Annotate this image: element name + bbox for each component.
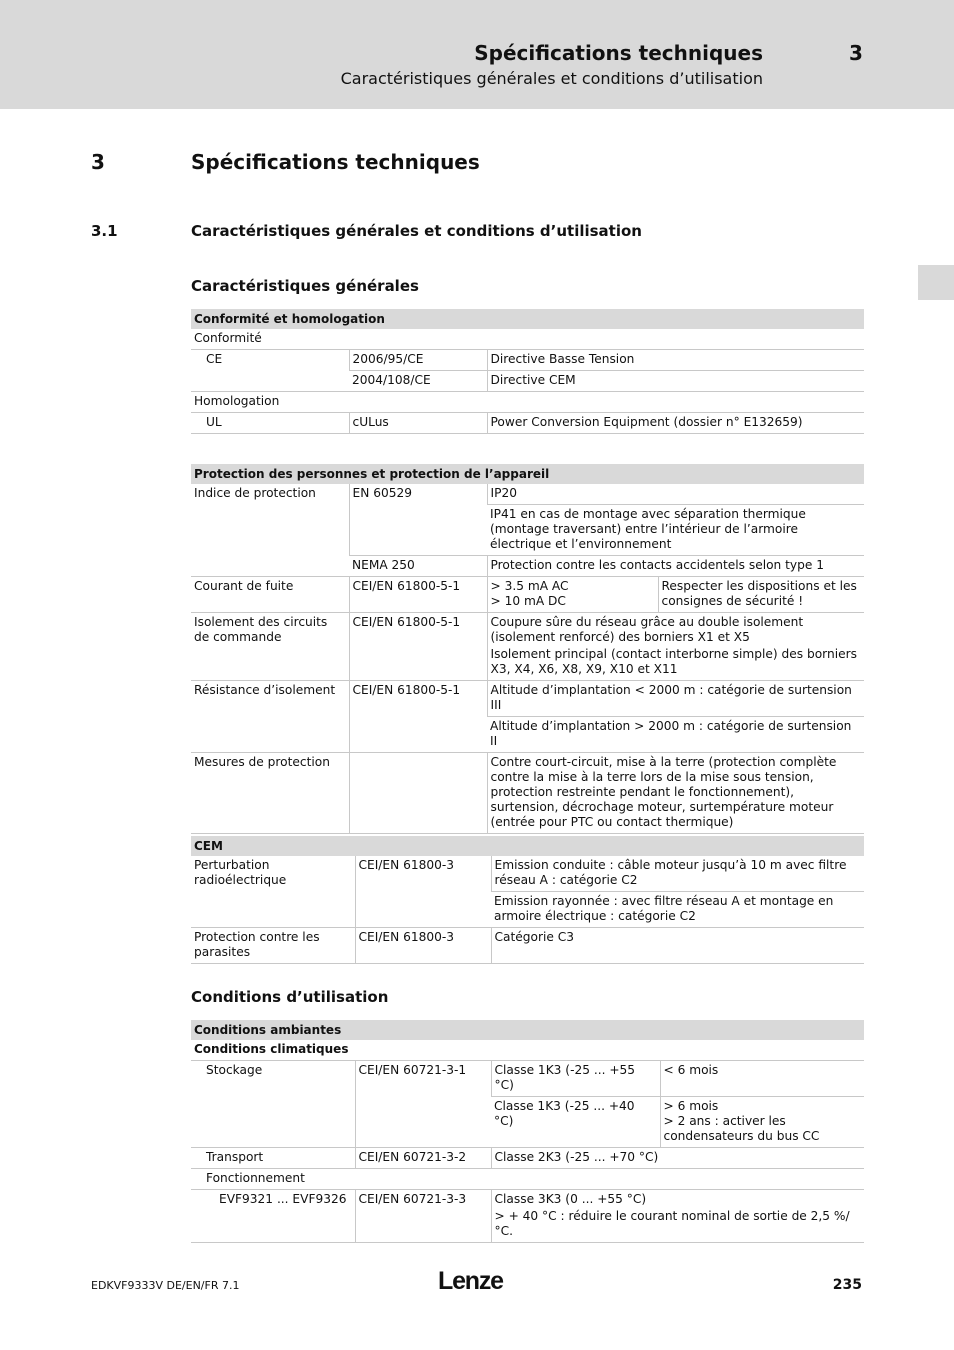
running-header-chapter-number: 3 bbox=[849, 41, 863, 65]
ul-label: UL bbox=[191, 413, 349, 434]
table-row bbox=[191, 681, 864, 717]
page-number: 235 bbox=[832, 1277, 862, 1293]
climatic-label: Conditions climatiques bbox=[191, 1040, 864, 1061]
ambient-conditions-table bbox=[191, 1020, 864, 1243]
table-row bbox=[191, 350, 864, 371]
stock-class-1: Classe 1K3 (-25 ... +55 °C) bbox=[491, 1061, 660, 1097]
leak-value-dc: > 10 mA DC bbox=[490, 594, 566, 608]
conformite-label: Conformité bbox=[191, 329, 864, 350]
section-number: 3 bbox=[91, 150, 105, 174]
homologation-label: Homologation bbox=[191, 392, 864, 413]
table-row bbox=[191, 928, 864, 964]
transport-label: Transport bbox=[191, 1148, 355, 1169]
iso-value-1: Coupure sûre du réseau grâce au double isolement (isolement renforcé) des borniers X1 et X5 bbox=[490, 615, 804, 644]
pert-label: Perturbation radioélectrique bbox=[191, 856, 355, 928]
iso-label: Isolement des circuits de commande bbox=[191, 613, 349, 681]
mes-label: Mesures de protection bbox=[191, 753, 349, 834]
cem-table-header: CEM bbox=[191, 836, 864, 856]
running-header-subtitle: Caractéristiques générales et conditions d’utilisation bbox=[340, 69, 763, 88]
document-reference: EDKVF9333V DE/EN/FR 7.1 bbox=[91, 1279, 240, 1292]
nema-value: Protection contre les contacts accidentels selon type 1 bbox=[487, 556, 864, 577]
evf-derating: > + 40 °C : réduire le courant nominal de sortie de 2,5 %/°C. bbox=[494, 1209, 850, 1238]
lenze-logo bbox=[438, 1268, 518, 1294]
evf-label: EVF9321 ... EVF9326 bbox=[191, 1190, 355, 1243]
pert-standard: CEI/EN 61800-3 bbox=[355, 856, 491, 928]
stock-standard: CEI/EN 60721-3-1 bbox=[355, 1061, 491, 1148]
evf-values bbox=[491, 1190, 864, 1243]
table-row bbox=[191, 413, 864, 434]
leak-standard: CEI/EN 61800-5-1 bbox=[349, 577, 487, 613]
usage-heading: Conditions d’utilisation bbox=[191, 988, 389, 1006]
iso-standard: CEI/EN 61800-5-1 bbox=[349, 613, 487, 681]
ip41-value: IP41 en cas de montage avec séparation thermique (montage traversant) entre l’intérieur de l’armoire électrique et l’environnement bbox=[487, 505, 864, 556]
evf-standard: CEI/EN 60721-3-3 bbox=[355, 1190, 491, 1243]
stock-duration-2 bbox=[660, 1097, 864, 1148]
ul-description: Power Conversion Equipment (dossier n° E132659) bbox=[487, 413, 864, 434]
mes-standard bbox=[349, 753, 487, 834]
iso-values bbox=[487, 613, 864, 681]
conformity-table bbox=[191, 309, 864, 434]
stock-duration-2a: > 6 mois bbox=[663, 1099, 719, 1113]
evf-class: Classe 3K3 (0 ... +55 °C) bbox=[494, 1192, 647, 1206]
table-row bbox=[191, 613, 864, 681]
subsection-title: Caractéristiques générales et conditions d’utilisation bbox=[191, 222, 642, 240]
ip-label: Indice de protection bbox=[191, 484, 349, 577]
table-row bbox=[191, 1148, 864, 1169]
cem-table bbox=[191, 836, 864, 964]
ce2-standard: 2004/108/CE bbox=[349, 371, 487, 392]
table-row bbox=[191, 1190, 864, 1243]
prot-label: Protection contre les parasites bbox=[191, 928, 355, 964]
table-row bbox=[191, 753, 864, 834]
res-value-1: Altitude d’implantation < 2000 m : catégorie de surtension III bbox=[487, 681, 864, 717]
pert-value-2: Emission rayonnée : avec filtre réseau A et montage en armoire électrique : catégorie C2 bbox=[491, 892, 864, 928]
protection-table bbox=[191, 464, 864, 834]
table-row bbox=[191, 1061, 864, 1097]
conformity-table-header: Conformité et homologation bbox=[191, 309, 864, 329]
stock-duration-2b: > 2 ans : activer les condensateurs du bus CC bbox=[663, 1114, 820, 1143]
ce1-standard: 2006/95/CE bbox=[349, 350, 487, 371]
prot-value: Catégorie C3 bbox=[491, 928, 864, 964]
pert-value-1: Emission conduite : câble moteur jusqu’à 10 m avec filtre réseau A : catégorie C2 bbox=[491, 856, 864, 892]
ul-standard: cULus bbox=[349, 413, 487, 434]
table-row bbox=[191, 577, 864, 613]
res-label: Résistance d’isolement bbox=[191, 681, 349, 753]
mes-value: Contre court-circuit, mise à la terre (protection complète contre la mise à la terre lors de la mise sous tension, protection restreinte pendant le fonctionnement), surtension, décrochage moteur, surtempérature moteur (entrée pour PTC ou contact thermique) bbox=[487, 753, 864, 834]
ce2-description: Directive CEM bbox=[487, 371, 864, 392]
section-title: Spécifications techniques bbox=[191, 150, 480, 174]
table-row bbox=[191, 856, 864, 892]
lenze-logo-text: Lenze bbox=[438, 1268, 503, 1294]
leak-value-ac: > 3.5 mA AC bbox=[490, 579, 569, 593]
chapter-thumb-tab bbox=[918, 265, 954, 300]
ip-value: IP20 bbox=[487, 484, 864, 505]
protection-table-header: Protection des personnes et protection de l’appareil bbox=[191, 464, 864, 484]
leak-label: Courant de fuite bbox=[191, 577, 349, 613]
stock-label: Stockage bbox=[191, 1061, 355, 1148]
prot-standard: CEI/EN 61800-3 bbox=[355, 928, 491, 964]
iso-value-2: Isolement principal (contact interborne simple) des borniers X3, X4, X6, X8, X9, X10 et X11 bbox=[490, 647, 857, 676]
leak-note: Respecter les dispositions et les consignes de sécurité ! bbox=[658, 577, 864, 613]
transport-standard: CEI/EN 60721-3-2 bbox=[355, 1148, 491, 1169]
res-standard: CEI/EN 61800-5-1 bbox=[349, 681, 487, 753]
running-header-title: Spécifications techniques bbox=[474, 41, 763, 65]
operation-label: Fonctionnement bbox=[191, 1169, 864, 1190]
res-value-2: Altitude d’implantation > 2000 m : catégorie de surtension II bbox=[487, 717, 864, 753]
subsection-number: 3.1 bbox=[91, 222, 118, 240]
ce-label: CE bbox=[191, 350, 349, 392]
ip-standard: EN 60529 bbox=[349, 484, 487, 556]
leak-values bbox=[487, 577, 658, 613]
nema-standard: NEMA 250 bbox=[349, 556, 487, 577]
stock-duration-1: < 6 mois bbox=[660, 1061, 864, 1097]
general-heading: Caractéristiques générales bbox=[191, 277, 419, 295]
ce1-description: Directive Basse Tension bbox=[487, 350, 864, 371]
transport-class: Classe 2K3 (-25 ... +70 °C) bbox=[491, 1148, 864, 1169]
stock-class-2: Classe 1K3 (-25 ... +40 °C) bbox=[491, 1097, 660, 1148]
table-row bbox=[191, 484, 864, 505]
ambient-table-header: Conditions ambiantes bbox=[191, 1020, 864, 1040]
